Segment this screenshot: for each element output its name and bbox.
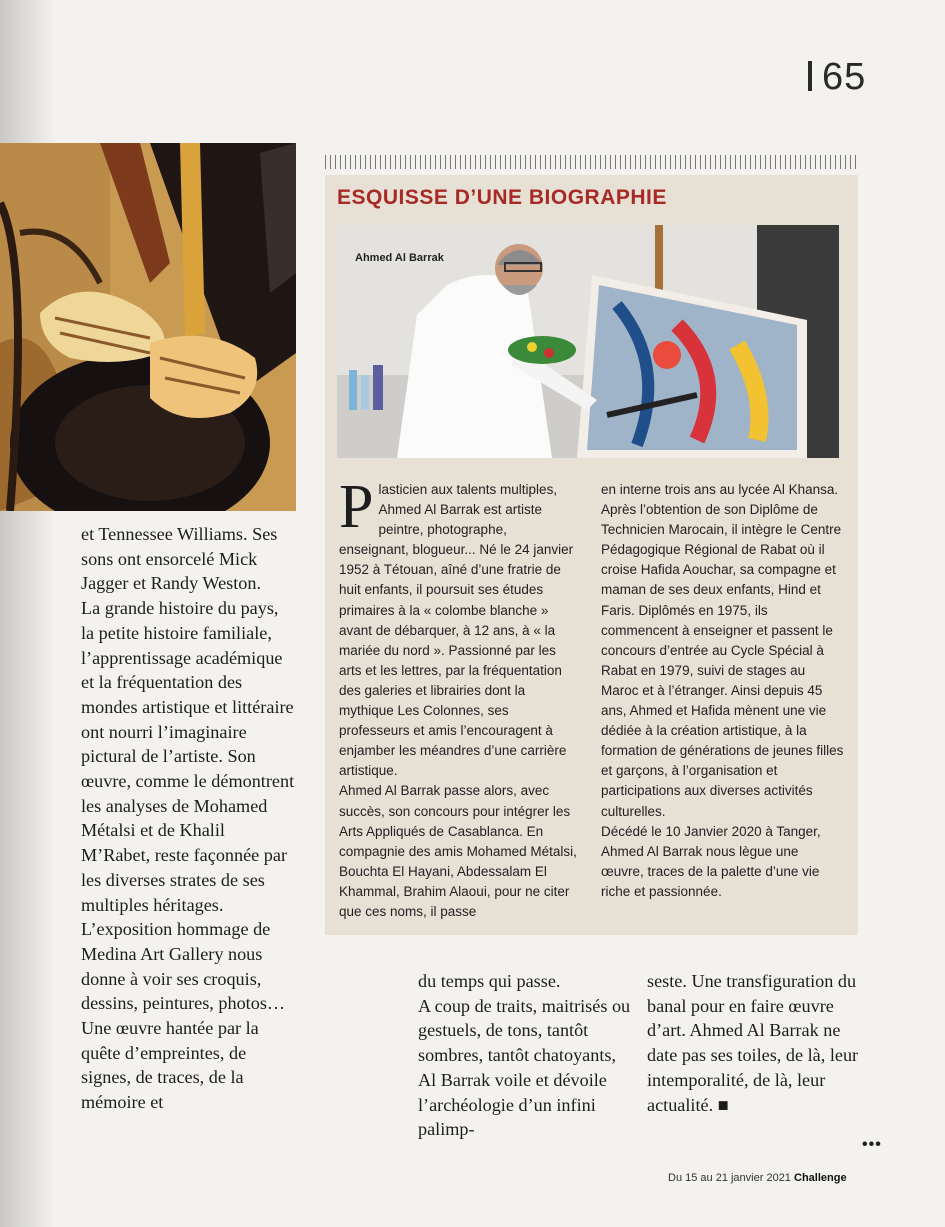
article-column-middle [418, 969, 631, 1142]
article-paragraph: La grande histoire du pays, la petite histoire familiale, l’apprentissage académique et la fréquentation des mondes artistique et littéraire ont nourri l’imaginaire pictural de l’artiste. Son œuvre, comme le démontrent les analyses de Mohamed Métalsi et de Khalil M’Rabet, reste façonnée par les diverses strates de ses multiples héritages. [81, 598, 295, 915]
article-paragraph: seste. Une transfiguration du banal pour en faire œuvre d’art. Ahmed Al Barrak ne date pas ses toiles, de là, leur intemporalité, de là, leur actualité. [647, 971, 859, 1115]
article-paragraph: et Tennessee Williams. Ses sons ont ensorcelé Mick Jagger et Randy Weston. [81, 524, 278, 594]
article-column-right [647, 969, 859, 1117]
article-paragraph: du temps qui passe. [418, 971, 561, 991]
article-column-left [81, 522, 296, 1115]
magazine-name: Challenge [794, 1172, 847, 1184]
decorative-rule [325, 155, 858, 169]
article-paragraph: A coup de traits, maitrisés ou gestuels, de tons, tantôt sombres, tantôt chatoyants, Al Barrak voile et dévoile l’archéologie d’un infini palimp- [418, 995, 631, 1140]
page-footer [668, 1172, 847, 1184]
issue-date: Du 15 au 21 janvier 2021 [668, 1172, 791, 1184]
page-number: 65 [808, 56, 866, 99]
biography-title: ESQUISSE D’UNE BIOGRAPHIE [337, 186, 667, 209]
biography-paragraph: en interne trois ans au lycée Al Khansa. Après l’obtention de son Diplôme de Technicien Marocain, il intègre le Centre Pédagogique Régional de Rabat où il croise Hafida Aouchar, sa compagne et maman de ses deux enfants, Hind et Faris. Diplômés en 1975, ils commencent à enseigner et passent le concours d’entrée au Cycle Spécial à Rabat en 1979, suivi de stages au Maroc et à l’étranger. Ainsi depuis 45 ans, Ahmed et Hafida mènent une vie dédiée à la création artistique, à la formation de générations de jeunes filles et garçons, à l’organisation et participations aux diverses activités culturelles. [601, 482, 844, 819]
end-mark: ■ [717, 1094, 729, 1115]
biography-column-2 [601, 480, 844, 902]
continuation-dots: ••• [862, 1136, 882, 1153]
photo-caption: Ahmed Al Barrak [355, 252, 444, 264]
biography-column-1 [339, 473, 579, 922]
drop-cap: P [339, 473, 374, 541]
article-paragraph: L’exposition hommage de Medina Art Gallery nous donne à voir ses croquis, dessins, peintures, photos…Une œuvre hantée par la quête d’empreintes, de signes, de traces, de la mémoire et [81, 919, 286, 1113]
biography-paragraph: Ahmed Al Barrak passe alors, avec succès, son concours pour intégrer les Arts Appliqués de Casablanca. En compagnie des amis Mohamed Métalsi, Bouchta El Hayani, Abdessalam El Khammal, Brahim Alaoui, pour ne citer que ces noms, il passe [339, 783, 577, 919]
artwork-painting [0, 143, 296, 511]
biography-paragraph: Décédé le 10 Janvier 2020 à Tanger, Ahmed Al Barrak nous lègue une œuvre, traces de la palette d’une vie riche et passionnée. [601, 823, 821, 899]
biography-paragraph: lasticien aux talents multiples, Ahmed Al Barrak est artiste peintre, photographe, enseignant, blogueur... Né le 24 janvier 1952 à Tétouan, aîné d’une fratrie de huit enfants, il poursuit ses études primaires à la « colombe blanche » avant de débarquer, à 12 ans, à « la mariée du nord ». Passionné par les arts et les lettres, par la fréquentation des galeries et librairies dont la mythique Les Colonnes, ses professeurs et amis l’encouragent à enjamber les méandres d’une carrière artistique. [339, 482, 574, 779]
